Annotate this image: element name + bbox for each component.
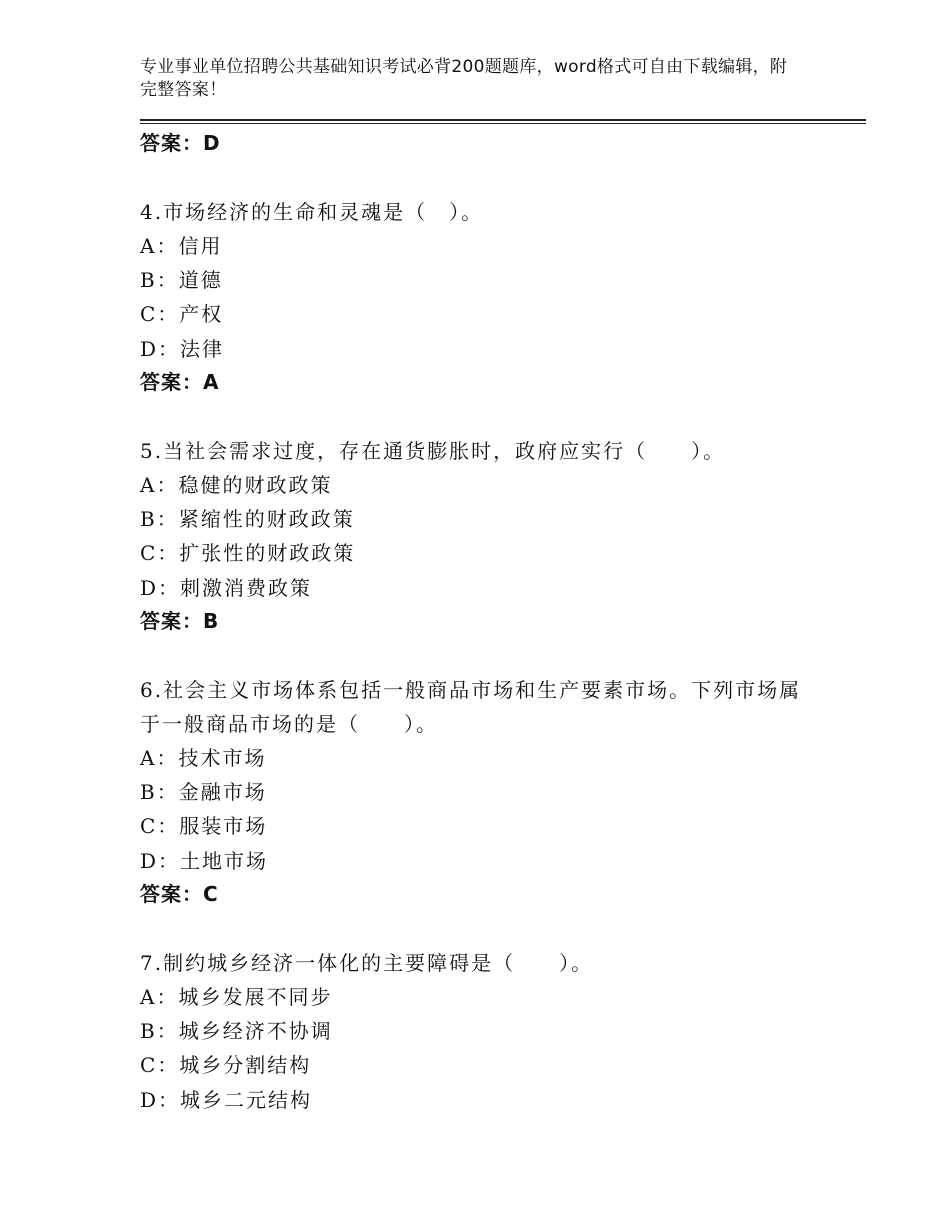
question-5-option-a: A：稳健的财政政策	[140, 473, 333, 497]
question-4-stem: 4.市场经济的生命和灵魂是（ ）。	[140, 200, 484, 224]
question-6-answer: 答案：C	[140, 882, 219, 906]
question-6-option-c: C：服装市场	[140, 814, 268, 838]
answer-line-q3: 答案：D	[140, 131, 221, 155]
question-4-option-d: D：法律	[140, 337, 225, 361]
question-4-option-b: B：道德	[140, 268, 223, 292]
header-divider-thin	[140, 123, 866, 124]
header-divider-thick	[140, 119, 866, 121]
document-header: 专业事业单位招聘公共基础知识考试必背200题题库，word格式可自由下载编辑，附完整答案！	[140, 57, 788, 100]
question-7-stem: 7.制约城乡经济一体化的主要障碍是（ ）。	[140, 951, 594, 975]
question-6-stem-continued: 于一般商品市场的是（ ）。	[140, 712, 438, 736]
question-6-option-d: D：土地市场	[140, 849, 269, 873]
question-4-option-c: C：产权	[140, 302, 224, 326]
question-7-option-b: B：城乡经济不协调	[140, 1019, 333, 1043]
question-7-option-c: C：城乡分割结构	[140, 1053, 312, 1077]
question-4-answer: 答案：A	[140, 370, 220, 394]
question-5-option-d: D：刺激消费政策	[140, 576, 313, 600]
question-6-option-b: B：金融市场	[140, 780, 267, 804]
question-6-stem: 6.社会主义市场体系包括一般商品市场和生产要素市场。下列市场属	[140, 678, 802, 702]
question-7-option-a: A：城乡发展不同步	[140, 985, 333, 1009]
question-5-stem: 5.当社会需求过度，存在通货膨胀时，政府应实行（ ）。	[140, 439, 726, 463]
question-7-option-d: D：城乡二元结构	[140, 1088, 313, 1112]
question-6-option-a: A：技术市场	[140, 746, 267, 770]
question-5-option-c: C：扩张性的财政政策	[140, 541, 356, 565]
question-5-answer: 答案：B	[140, 609, 220, 633]
question-5-option-b: B：紧缩性的财政政策	[140, 507, 355, 531]
question-4-option-a: A：信用	[140, 234, 223, 258]
